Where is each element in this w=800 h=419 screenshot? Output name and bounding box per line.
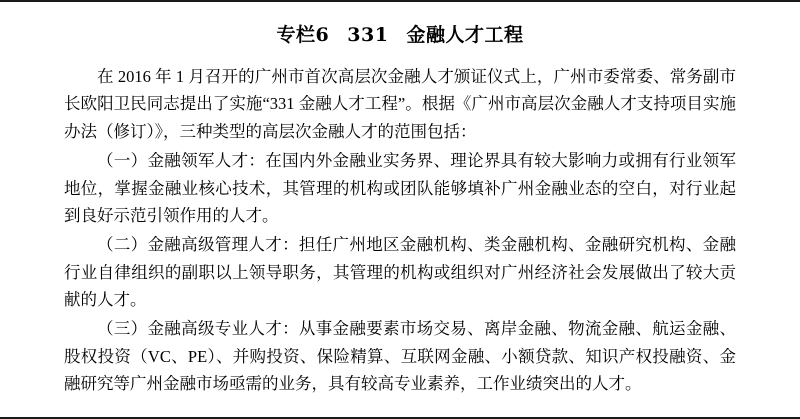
box-title-number: 331 <box>347 24 389 46</box>
paragraph-item-2: （二）金融高级管理人才：担任广州地区金融机构、类金融机构、金融研究机构、金融行业自律组织的副职以上领导职务，其管理的机构或组织对广州经济社会发展做出了较大贡献的人才。 <box>64 235 736 309</box>
box-title-label: 专栏6 <box>276 24 330 46</box>
paragraph-item-3: （三）金融高级专业人才：从事金融要素市场交易、离岸金融、物流金融、航运金融、股权投资（VC、PE）、并购投资、保险精算、互联网金融、小额贷款、知识产权投融资、金融研究等广州金融市场亟需的业务，具有较高专业素养，工作业绩突出的人才。 <box>64 319 736 394</box>
box-title <box>64 20 736 47</box>
paragraph-item-1: （一）金融领军人才：在国内外金融业实务界、理论界具有较大影响力或拥有行业领军地位，掌握金融业核心技术，其管理的机构或团队能够填补广州金融业态的空白，对行业起到良好示范引领作用的人才。 <box>64 151 736 225</box>
box-content <box>0 2 800 417</box>
box-title-text: 金融人才工程 <box>406 24 524 46</box>
paragraph-intro: 在 2016 年 1 月召开的广州市首次高层次金融人才颁证仪式上，广州市委常委、常务副市长欧阳卫民同志提出了实施“331 金融人才工程”。根据《广州市高层次金融人才支持项目实施办法（修订）》，三种类型的高层次金融人才的范围包括： <box>64 67 736 141</box>
